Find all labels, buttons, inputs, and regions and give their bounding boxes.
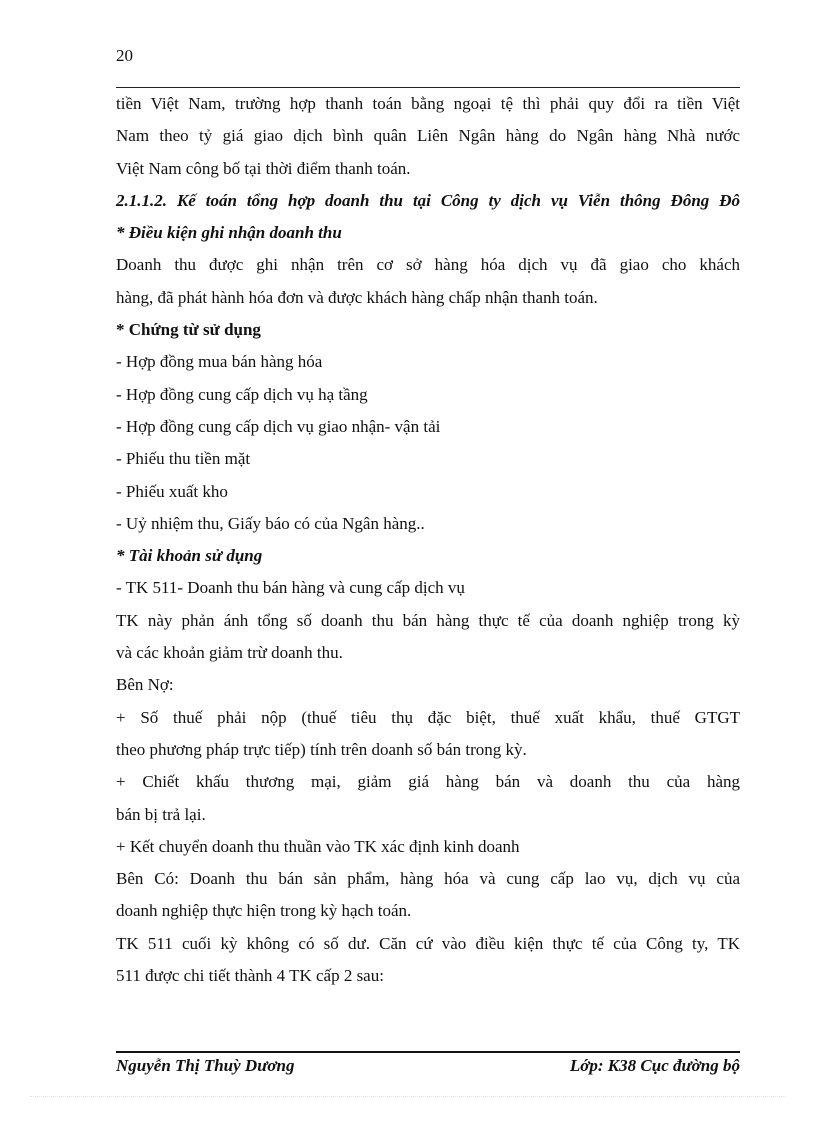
paragraph-line: 511 được chi tiết thành 4 TK cấp 2 sau:	[116, 966, 384, 986]
paragraph-line: doanh nghiệp thực hiện trong kỳ hạch toán.	[116, 901, 412, 921]
paragraph-line: Nam theo tỷ giá giao dịch bình quân Liên Ngân hàng do Ngân hàng Nhà nước	[116, 126, 740, 146]
footer-author: Nguyễn Thị Thuỳ Dương	[116, 1056, 295, 1075]
paragraph-line: TK này phản ánh tổng số doanh thu bán hàng thực tế của doanh nghiệp trong kỳ	[116, 610, 740, 630]
page-content	[116, 88, 740, 992]
page-bottom-divider	[30, 1096, 786, 1097]
document-list-item: - Phiếu xuất kho	[116, 481, 228, 501]
subheading-documents-used: * Chứng từ sử dụng	[116, 320, 261, 340]
paragraph-line: hàng, đã phát hành hóa đơn và được khách hàng chấp nhận thanh toán.	[116, 287, 598, 307]
document-list-item: - Uỷ nhiệm thu, Giấy báo có của Ngân hàng..	[116, 513, 425, 533]
document-list-item: - Hợp đồng mua bán hàng hóa	[116, 352, 323, 372]
paragraph-line: Việt Nam công bố tại thời điểm thanh toán.	[116, 158, 411, 178]
subheading-accounts-used: * Tài khoản sử dụng	[116, 546, 263, 566]
paragraph-line: Doanh thu được ghi nhận trên cơ sở hàng hóa dịch vụ đã giao cho khách	[116, 255, 740, 275]
document-list-item: - Hợp đồng cung cấp dịch vụ hạ tầng	[116, 384, 368, 404]
paragraph-line: + Kết chuyển doanh thu thuần vào TK xác định kinh doanh	[116, 836, 520, 856]
section-heading: 2.1.1.2. Kế toán tổng hợp doanh thu tại Công ty dịch vụ Viễn thông Đông Đô	[116, 190, 740, 210]
document-list-item: - Hợp đồng cung cấp dịch vụ giao nhận- vận tải	[116, 416, 441, 436]
paragraph-line: và các khoản giảm trừ doanh thu.	[116, 643, 343, 663]
document-list-item: - Phiếu thu tiền mặt	[116, 449, 251, 469]
paragraph-line: theo phương pháp trực tiếp) tính trên doanh số bán trong kỳ.	[116, 739, 527, 759]
paragraph-line: TK 511 cuối kỳ không có số dư. Căn cứ vào điều kiện thực tế của Công ty, TK	[116, 933, 740, 953]
credit-line: Bên Có: Doanh thu bán sản phẩm, hàng hóa và cung cấp lao vụ, dịch vụ của	[116, 869, 740, 889]
paragraph-line: + Số thuế phải nộp (thuế tiêu thụ đặc biệt, thuế xuất khẩu, thuế GTGT	[116, 707, 740, 727]
paragraph-line: + Chiết khấu thương mại, giảm giá hàng bán và doanh thu của hàng	[116, 772, 740, 792]
subheading-recognition-conditions: * Điều kiện ghi nhận doanh thu	[116, 223, 342, 243]
page-number: 20	[116, 46, 133, 65]
footer-class: Lớp: K38 Cục đường bộ	[569, 1056, 740, 1075]
account-item: - TK 511- Doanh thu bán hàng và cung cấp dịch vụ	[116, 578, 465, 598]
paragraph-line: tiền Việt Nam, trường hợp thanh toán bằng ngoại tệ thì phải quy đổi ra tiền Việt	[116, 94, 740, 113]
debit-label: Bên Nợ:	[116, 675, 174, 695]
paragraph-line: bán bị trả lại.	[116, 804, 206, 824]
footer-rule	[116, 1051, 740, 1053]
